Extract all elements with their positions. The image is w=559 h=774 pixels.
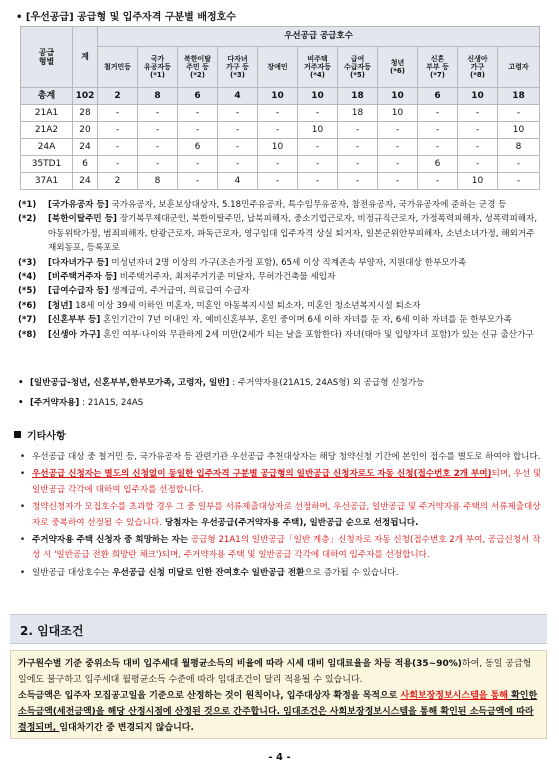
table-cell: - — [178, 156, 218, 173]
bullet-general-head: [일반공급-청년, 신혼부부,한부모가족, 고령자, 일반] — [30, 378, 230, 388]
footnote-text: [신혼부부 등] 혼인기간이 7년 이내인 자, 예비신혼부부, 혼인 중이며 6세 이하 자녀를 둔 자, 6세 이하 자녀를 둔 한부모가족 — [48, 315, 512, 326]
table-cell: - — [258, 156, 298, 173]
table-cell: 8 — [138, 88, 178, 105]
table-cell: 10 — [458, 88, 498, 105]
table-cell: 6 — [178, 88, 218, 105]
table-total-row — [21, 88, 540, 105]
footnote — [18, 270, 542, 284]
table-cell: 6 — [178, 139, 218, 156]
col-group-header: 우선공급 공급호수 — [98, 27, 540, 47]
footnote-mark: (*3) — [18, 257, 37, 268]
table-cell: - — [498, 105, 540, 122]
table-row — [21, 156, 540, 173]
table-cell: 6 — [73, 156, 98, 173]
footnote-text: [북한이탈주민 등] 장기복무제대군인, 북한이탈주민, 납북피해자, 중소기업근로자, 비정규직근로자, 가정폭력피해자, 성폭력피해자, 아동위탁가정, 범죄피해자, 탄광근로자, 파독근로자, 영구임대 입주자격 상실 퇴거자, 일본군위안부피해자, 소년소녀가정, 해외거주 재외동포, 등록포로 — [48, 214, 538, 254]
table-cell: 10 — [258, 88, 298, 105]
table-row — [21, 105, 540, 122]
misc-heading — [14, 427, 66, 442]
table-cell: 2 — [98, 88, 138, 105]
misc-heading-text: 기타사항 — [27, 431, 66, 442]
item-text: 공급형 21A1의 일반공급「일반 계층」신청자로 자동 신청(접수번호 2개 부여, 공급신청서 작성 시 '일반공급 전환 희망란 체크')되며, 주거약자용 주택 및 일반공급 각각에 대하여 입주자를 선정합니다. — [32, 535, 541, 561]
col-header: 북한이탈 주민 등 (*2) — [178, 47, 218, 88]
table-cell: 2 — [98, 173, 138, 190]
rental-conditions-box — [10, 650, 547, 739]
table-cell: - — [338, 173, 378, 190]
cond-emphasis: 임대차기간 중 변경되지 않습니다. — [59, 723, 194, 733]
list-item: • 우선공급 신청자는 별도의 신청없이 동일한 입주자격 구분별 공급형의 일반공급 신청자로도 자동 신청(접수번호 2개 부여)되며, 우선 및 일반공급 각각에 대하여 입주자를 선정합니다. — [20, 469, 542, 495]
table-cell: - — [418, 122, 458, 139]
footnote — [18, 299, 542, 313]
table-cell: - — [178, 122, 218, 139]
col-header: 급여 수급자등 (*5) — [338, 47, 378, 88]
table-cell: 10 — [378, 105, 418, 122]
item-text: 청약신청자가 모집호수를 초과할 경우 그 중 일부를 서류제출대상자로 선정하며, 우선공급, 일반공급 및 주거약자용 주택의 서류제출대상자로 중복하여 선정될 수 있습니다. — [32, 502, 541, 528]
table-cell: - — [498, 173, 540, 190]
footnotes — [18, 198, 542, 342]
footnote-text: [국가유공자 등] 국가유공자, 보훈보상대상자, 5.18민주유공자, 특수임무유공자, 참전유공자, 국가유공자에 준하는 군경 등 — [48, 200, 507, 210]
table-cell: - — [218, 156, 258, 173]
table-cell: - — [258, 173, 298, 190]
footnote — [18, 284, 542, 298]
table-cell: - — [178, 173, 218, 190]
table-cell: 18 — [338, 88, 378, 105]
table-cell: - — [98, 139, 138, 156]
table-cell: - — [98, 122, 138, 139]
table-cell: - — [418, 173, 458, 190]
table-cell: - — [458, 122, 498, 139]
footnote-mark: (*2) — [18, 214, 37, 225]
col-header: 비주택 거주자등 (*4) — [298, 47, 338, 88]
bullet-general-supply: • [일반공급-청년, 신혼부부,한부모가족, 고령자, 일반] : 주거약자용(21A1S, 24AS형) 외 공급형 신청가능 — [18, 378, 425, 388]
page-number: - 4 - — [268, 752, 291, 763]
table-cell: 8 — [498, 139, 540, 156]
col-header: 청년 (*6) — [378, 47, 418, 88]
col-header-total: 계 — [73, 27, 98, 88]
table-cell: - — [378, 156, 418, 173]
footnote — [18, 256, 542, 270]
bullet-housing-weak-text: : 21A1S, 24AS — [79, 398, 144, 408]
cond-text: 하여, 동일 공급형일에도 불구하고 입주세대 월평균소득 수준에 따라 임대조건이 달리 적용될 수 있습니다. — [18, 659, 532, 685]
footnote — [18, 198, 542, 212]
table-cell: - — [218, 105, 258, 122]
bullet-housing-weak-head: [주거약자용] — [30, 398, 80, 408]
table-cell: 10 — [378, 88, 418, 105]
item-text: 우선공급 대상 중 철거민 등, 국가유공자 등 관련기관 우선공급 추천대상자는 해당 청약신청 기간에 본인이 접수를 별도로 하여야 합니다. — [32, 452, 541, 462]
table-cell: - — [378, 139, 418, 156]
table-cell: 6 — [418, 156, 458, 173]
table-cell: - — [378, 173, 418, 190]
table-cell: - — [98, 105, 138, 122]
table-cell: 28 — [73, 105, 98, 122]
table-cell: 10 — [298, 122, 338, 139]
item-text: 으로 증가될 수 있습니다. — [304, 567, 399, 578]
col-header: 장애인 — [258, 47, 298, 88]
table-cell: 24 — [73, 139, 98, 156]
footnote-text: [급여수급자 등] 생계급여, 주거급여, 의료급여 수급자 — [48, 286, 250, 297]
table-cell: - — [458, 139, 498, 156]
misc-items — [20, 450, 542, 583]
table-cell: - — [458, 105, 498, 122]
table-cell: 6 — [418, 88, 458, 105]
item-emphasis: 주거약자용 주택 신청자 중 희망하는 자는 — [32, 535, 189, 546]
footnote-mark: (*7) — [18, 315, 37, 326]
table-cell: - — [498, 156, 540, 173]
footnote-text: [신생아 가구] 혼인 여부·나이와 무관하게 2세 미만(2세가 되는 날을 포함한다) 자녀(태아 및 입양자녀 포함)가 있는 신규 출산가구 — [48, 329, 534, 340]
table-cell: 18 — [498, 88, 540, 105]
table-cell: 10 — [298, 88, 338, 105]
section-heading-text: [우선공급] 공급형 및 입주자격 구분별 배정호수 — [25, 12, 236, 23]
square-bullet-icon — [14, 431, 21, 438]
section-2-title: 2. 임대조건 — [20, 624, 84, 638]
footnote — [18, 313, 542, 327]
table-cell: 4 — [218, 173, 258, 190]
table-row — [21, 173, 540, 190]
col-header: 철거민등 — [98, 47, 138, 88]
footnote-mark: (*6) — [18, 300, 37, 311]
col-header: 고령자 — [498, 47, 540, 88]
table-cell: 20 — [73, 122, 98, 139]
bullet-general-text: : 주거약자용(21A1S, 24AS형) 외 공급형 신청가능 — [229, 378, 425, 388]
table-row — [21, 122, 540, 139]
table-cell: - — [298, 173, 338, 190]
col-header: 신생아 가구 (*8) — [458, 47, 498, 88]
table-cell: - — [258, 122, 298, 139]
table-cell: 8 — [138, 173, 178, 190]
footnote-mark: (*4) — [18, 272, 37, 283]
list-item: • 우선공급 대상 중 철거민 등, 국가유공자 등 관련기관 우선공급 추천대상자는 해당 청약신청 기간에 본인이 접수를 별도로 하여야 합니다. — [20, 450, 542, 465]
allocation-table — [20, 26, 540, 190]
table-cell: 10 — [498, 122, 540, 139]
col-header: 국가 유공자등 (*1) — [138, 47, 178, 88]
table-row — [21, 139, 540, 156]
table-cell: 4 — [218, 88, 258, 105]
footnote-mark: (*1) — [18, 200, 37, 210]
bullet-housing-weak: • [주거약자용] : 21A1S, 24AS — [18, 398, 144, 408]
section-heading: • [우선공급] 공급형 및 입주자격 구분별 배정호수 — [16, 12, 236, 23]
table-cell: - — [298, 139, 338, 156]
item-text: 되며, 우선 및 일반공급 각각에 대하여 입주자를 선정합니다. — [32, 469, 542, 495]
footnote-mark: (*5) — [18, 286, 37, 297]
table-cell: - — [258, 105, 298, 122]
table-cell: - — [378, 122, 418, 139]
col-header-type: 공급 형별 — [21, 27, 73, 88]
footnote-mark: (*8) — [18, 329, 37, 340]
table-cell: - — [218, 122, 258, 139]
footnote — [18, 212, 542, 255]
footnote-text: [청년] 18세 이상 39세 이하인 미혼자, 미혼인 아동복지시설 퇴소자, 미혼인 청소년복지시설 퇴소자 — [48, 300, 421, 311]
item-emphasis: 당첨자는 우선공급(주거약자용 주택), 일반공급 순으로 선정됩니다. — [161, 517, 419, 528]
footnote-text: [다자녀가구 등] 미성년자녀 2명 이상의 가구(조손가정 포함), 65세 이상 직계존속 부양자, 지원대상 한부모가족 — [48, 257, 467, 268]
table-cell: 35TD1 — [21, 156, 73, 173]
table-cell: - — [98, 156, 138, 173]
table-cell: 18 — [338, 105, 378, 122]
item-text: 일반공급 대상호수는 — [32, 567, 113, 578]
table-cell: - — [418, 105, 458, 122]
table-cell: - — [338, 122, 378, 139]
table-cell: 21A2 — [21, 122, 73, 139]
table-cell: 37A1 — [21, 173, 73, 190]
table-cell: - — [298, 156, 338, 173]
cond-text: 가구원수별 기준 중위소득 대비 입주세대 월평균소득의 비율에 따라 시세 대비 임대료율을 차등 적용(35~90%) — [18, 659, 462, 669]
footnote — [18, 328, 542, 342]
col-header: 신혼 부부 등 (*7) — [418, 47, 458, 88]
table-cell: - — [138, 156, 178, 173]
table-cell: - — [458, 156, 498, 173]
table-cell: 102 — [73, 88, 98, 105]
item-emphasis: 우선공급 신청 미달로 인한 잔여호수 일반공급 전환 — [112, 567, 305, 578]
footnote-text: [비주택거주자 등] 비주택거주자, 최저주거기준 미달자, 무허가건축물 세입자 — [48, 272, 336, 283]
table-cell: 24A — [21, 139, 73, 156]
table-cell: - — [218, 139, 258, 156]
table-cell: 21A1 — [21, 105, 73, 122]
item-emphasis: 우선공급 신청자는 별도의 신청없이 동일한 입주자격 구분별 공급형의 일반공급 신청자로도 자동 신청(접수번호 2개 부여) — [32, 469, 492, 480]
list-item: • 일반공급 대상호수는 우선공급 신청 미달로 인한 잔여호수 일반공급 전환으로 증가될 수 있습니다. — [20, 567, 399, 578]
list-item: • 주거약자용 주택 신청자 중 희망하는 자는 공급형 21A1의 일반공급「일반 계층」신청자로 자동 신청(접수번호 2개 부여, 공급신청서 작성 시 '일반공급 전환 희망란 체크')되며, 주거약자용 주택 및 일반공급 각각에 대하여 입주자를 선정합니다. — [20, 535, 541, 561]
section-2-header — [10, 614, 547, 644]
table-cell: - — [418, 139, 458, 156]
table-cell: - — [338, 139, 378, 156]
table-cell: 10 — [458, 173, 498, 190]
cond-text: 소득금액은 입주자 모집공고일을 기준으로 산정하는 것이 원칙이나, 입주대상자 확정을 목적으로 — [18, 691, 401, 701]
col-header: 다자녀 가구 등 (*3) — [218, 47, 258, 88]
cond-text: 확인한 소득금액(세전금액)을 해당 산정시점에 산정된 것으로 간주합니다. 임대조건은 사회보장정보시스템을 통해 확인된 소득금액에 따라 결정되며, — [18, 691, 538, 733]
table-cell: 24 — [73, 173, 98, 190]
list-item: • 청약신청자가 모집호수를 초과할 경우 그 중 일부를 서류제출대상자로 선정하며, 우선공급, 일반공급 및 주거약자용 주택의 서류제출대상자로 중복하여 선정될 수 있습니다. 당첨자는 우선공급(주거약자용 주택), 일반공급 순으로 선정됩니다. — [20, 502, 541, 528]
table-cell: - — [338, 156, 378, 173]
cond-emphasis: 사회보장정보시스템을 통해 — [400, 691, 508, 701]
table-cell: 총계 — [21, 88, 73, 105]
table-cell: - — [178, 105, 218, 122]
table-cell: - — [138, 122, 178, 139]
table-cell: - — [298, 105, 338, 122]
table-cell: - — [138, 139, 178, 156]
table-cell: 10 — [258, 139, 298, 156]
table-cell: - — [138, 105, 178, 122]
